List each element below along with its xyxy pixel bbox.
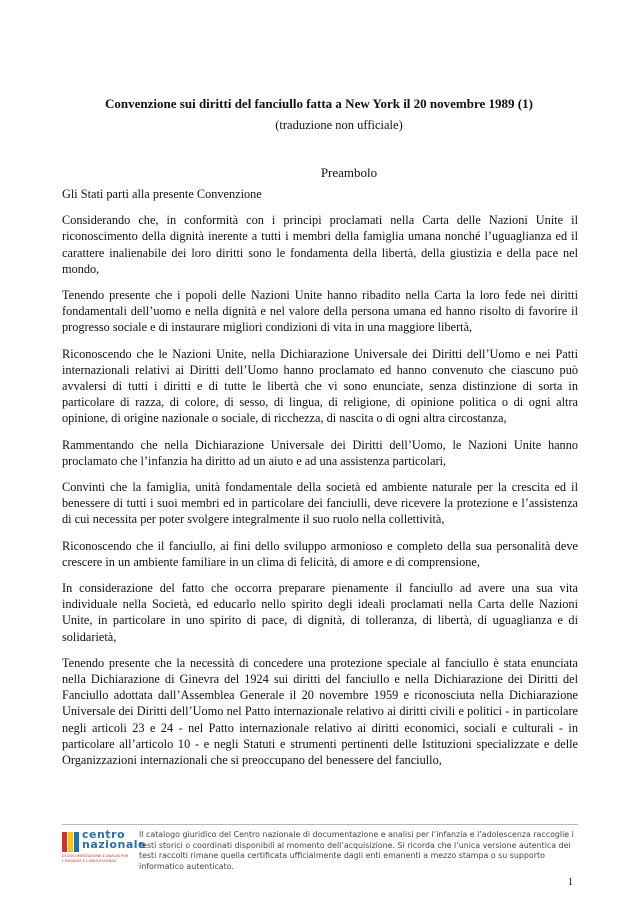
document-subtitle: (traduzione non ufficiale) (275, 118, 403, 132)
centro-nazionale-logo (62, 828, 146, 870)
paragraph: Tenendo presente che la necessità di concedere una protezione speciale al fanciullo è stata enunciata nella Dichiarazione di Ginevra del 1924 sui diritti del fanciullo e nella Dichiarazione dei Diritti del Fanciullo adottata dall’Assemblea Generale il 20 novembre 1959 e riconosciuta nella Dichiarazione Universale dei Diritti dell’Uomo nel Patto internazionale relativo ai diritti civili e politici - in particolare negli articoli 23 e 24 - nel Patto internazionale relativo ai diritti economici, sociali e culturali - in particolare all’articolo 10 - e negli Statuti e strumenti pertinenti delle Istituzioni specializzate e delle Organizzazioni internazionali che si preoccupano del benessere del fanciullo, (62, 655, 578, 768)
paragraph: Riconoscendo che le Nazioni Unite, nella Dichiarazione Universale dei Diritti dell’Uomo e nei Patti internazionali relativi ai Diritti dell’Uomo hanno proclamato ed hanno convenuto che ciascuno può avvalersi di tutti i diritti e di tutte le libertà che vi sono enunciate, senza distinzione di sorta in particolare di razza, di colore, di sesso, di lingua, di religione, di opinione politica o di ogni altra opinione, di origine nazionale o sociale, di ricchezza, di nascita o di ogni altra circostanza, (62, 346, 578, 426)
document-body (62, 186, 578, 778)
footer-divider (62, 824, 578, 825)
logo-line-1: centro (82, 828, 126, 841)
paragraph: Rammentando che nella Dichiarazione Universale dei Diritti dell’Uomo, le Nazioni Unite hanno proclamato che l’infanzia ha diritto ad un aiuto e ad una assistenza particolari, (62, 437, 578, 468)
logo-subtitle: DI DOCUMENTAZIONE E ANALISI PER L'INFANZIA E L'ADOLESCENZA (62, 854, 129, 863)
section-heading: Preambolo (320, 165, 378, 180)
paragraph: Gli Stati parti alla presente Convenzione (62, 187, 262, 201)
paragraph: Tenendo presente che i popoli delle Nazioni Unite hanno ribadito nella Carta la loro fede nei diritti fondamentali dell’uomo e nella dignità e nel valore della persona umana ed hanno risolto di favorire il progresso sociale e di instaurare migliori condizioni di vita in una maggiore libertà, (62, 288, 578, 335)
paragraph: Convinti che la famiglia, unità fondamentale della società ed ambiente naturale per la crescita ed il benessere di tutti i suoi membri ed in particolare dei fanciulli, deve ricevere la protezione e l’assistenza di cui necessita per poter svolgere integralmente il suo ruolo nella collettività, (62, 480, 578, 527)
logo-wordmark (82, 830, 146, 850)
page-number: 1 (568, 877, 573, 888)
paragraph: Considerando che, in conformità con i principi proclamati nella Carta delle Nazioni Unite il riconoscimento della dignità inerente a tutti i membri della famiglia umana nonché l’uguaglianza ed il carattere inalienabile dei loro diritti sono le fondamenta della libertà, della giustizia e della pace nel mondo, (62, 213, 578, 276)
footer-disclaimer: Il catalogo giuridico del Centro nazionale di documentazione e analisi per l’infanzia e l’adolescenza raccoglie i testi storici o coordinati disponibili al momento dell’acquisizione. Si ricorda che l’unica versione autentica dei testi raccolti rimane quella certificata ufficialmente dagli enti emanenti a mezzo stampa o su supporto informatico autenticato. (139, 830, 574, 871)
paragraph: Riconoscendo che il fanciullo, ai fini dello sviluppo armonioso e completo della sua personalità deve crescere in un ambiente familiare in un clima di felicità, di amore e di comprensione, (62, 538, 578, 569)
paragraph: In considerazione del fatto che occorra preparare pienamente il fanciullo ad avere una sua vita individuale nella Società, ed educarlo nello spirito degli ideali proclamati nella Carta delle Nazioni Unite, in particolare in uno spirito di pace, di dignità, di tolleranza, di libertà, di uguaglianza e di solidarietà, (62, 581, 578, 644)
logo-line-2: nazionale (82, 838, 146, 851)
document-title: Convenzione sui diritti del fanciullo fatta a New York il 20 novembre 1989 (1) (105, 96, 533, 111)
logo-mark-icon (62, 830, 82, 854)
